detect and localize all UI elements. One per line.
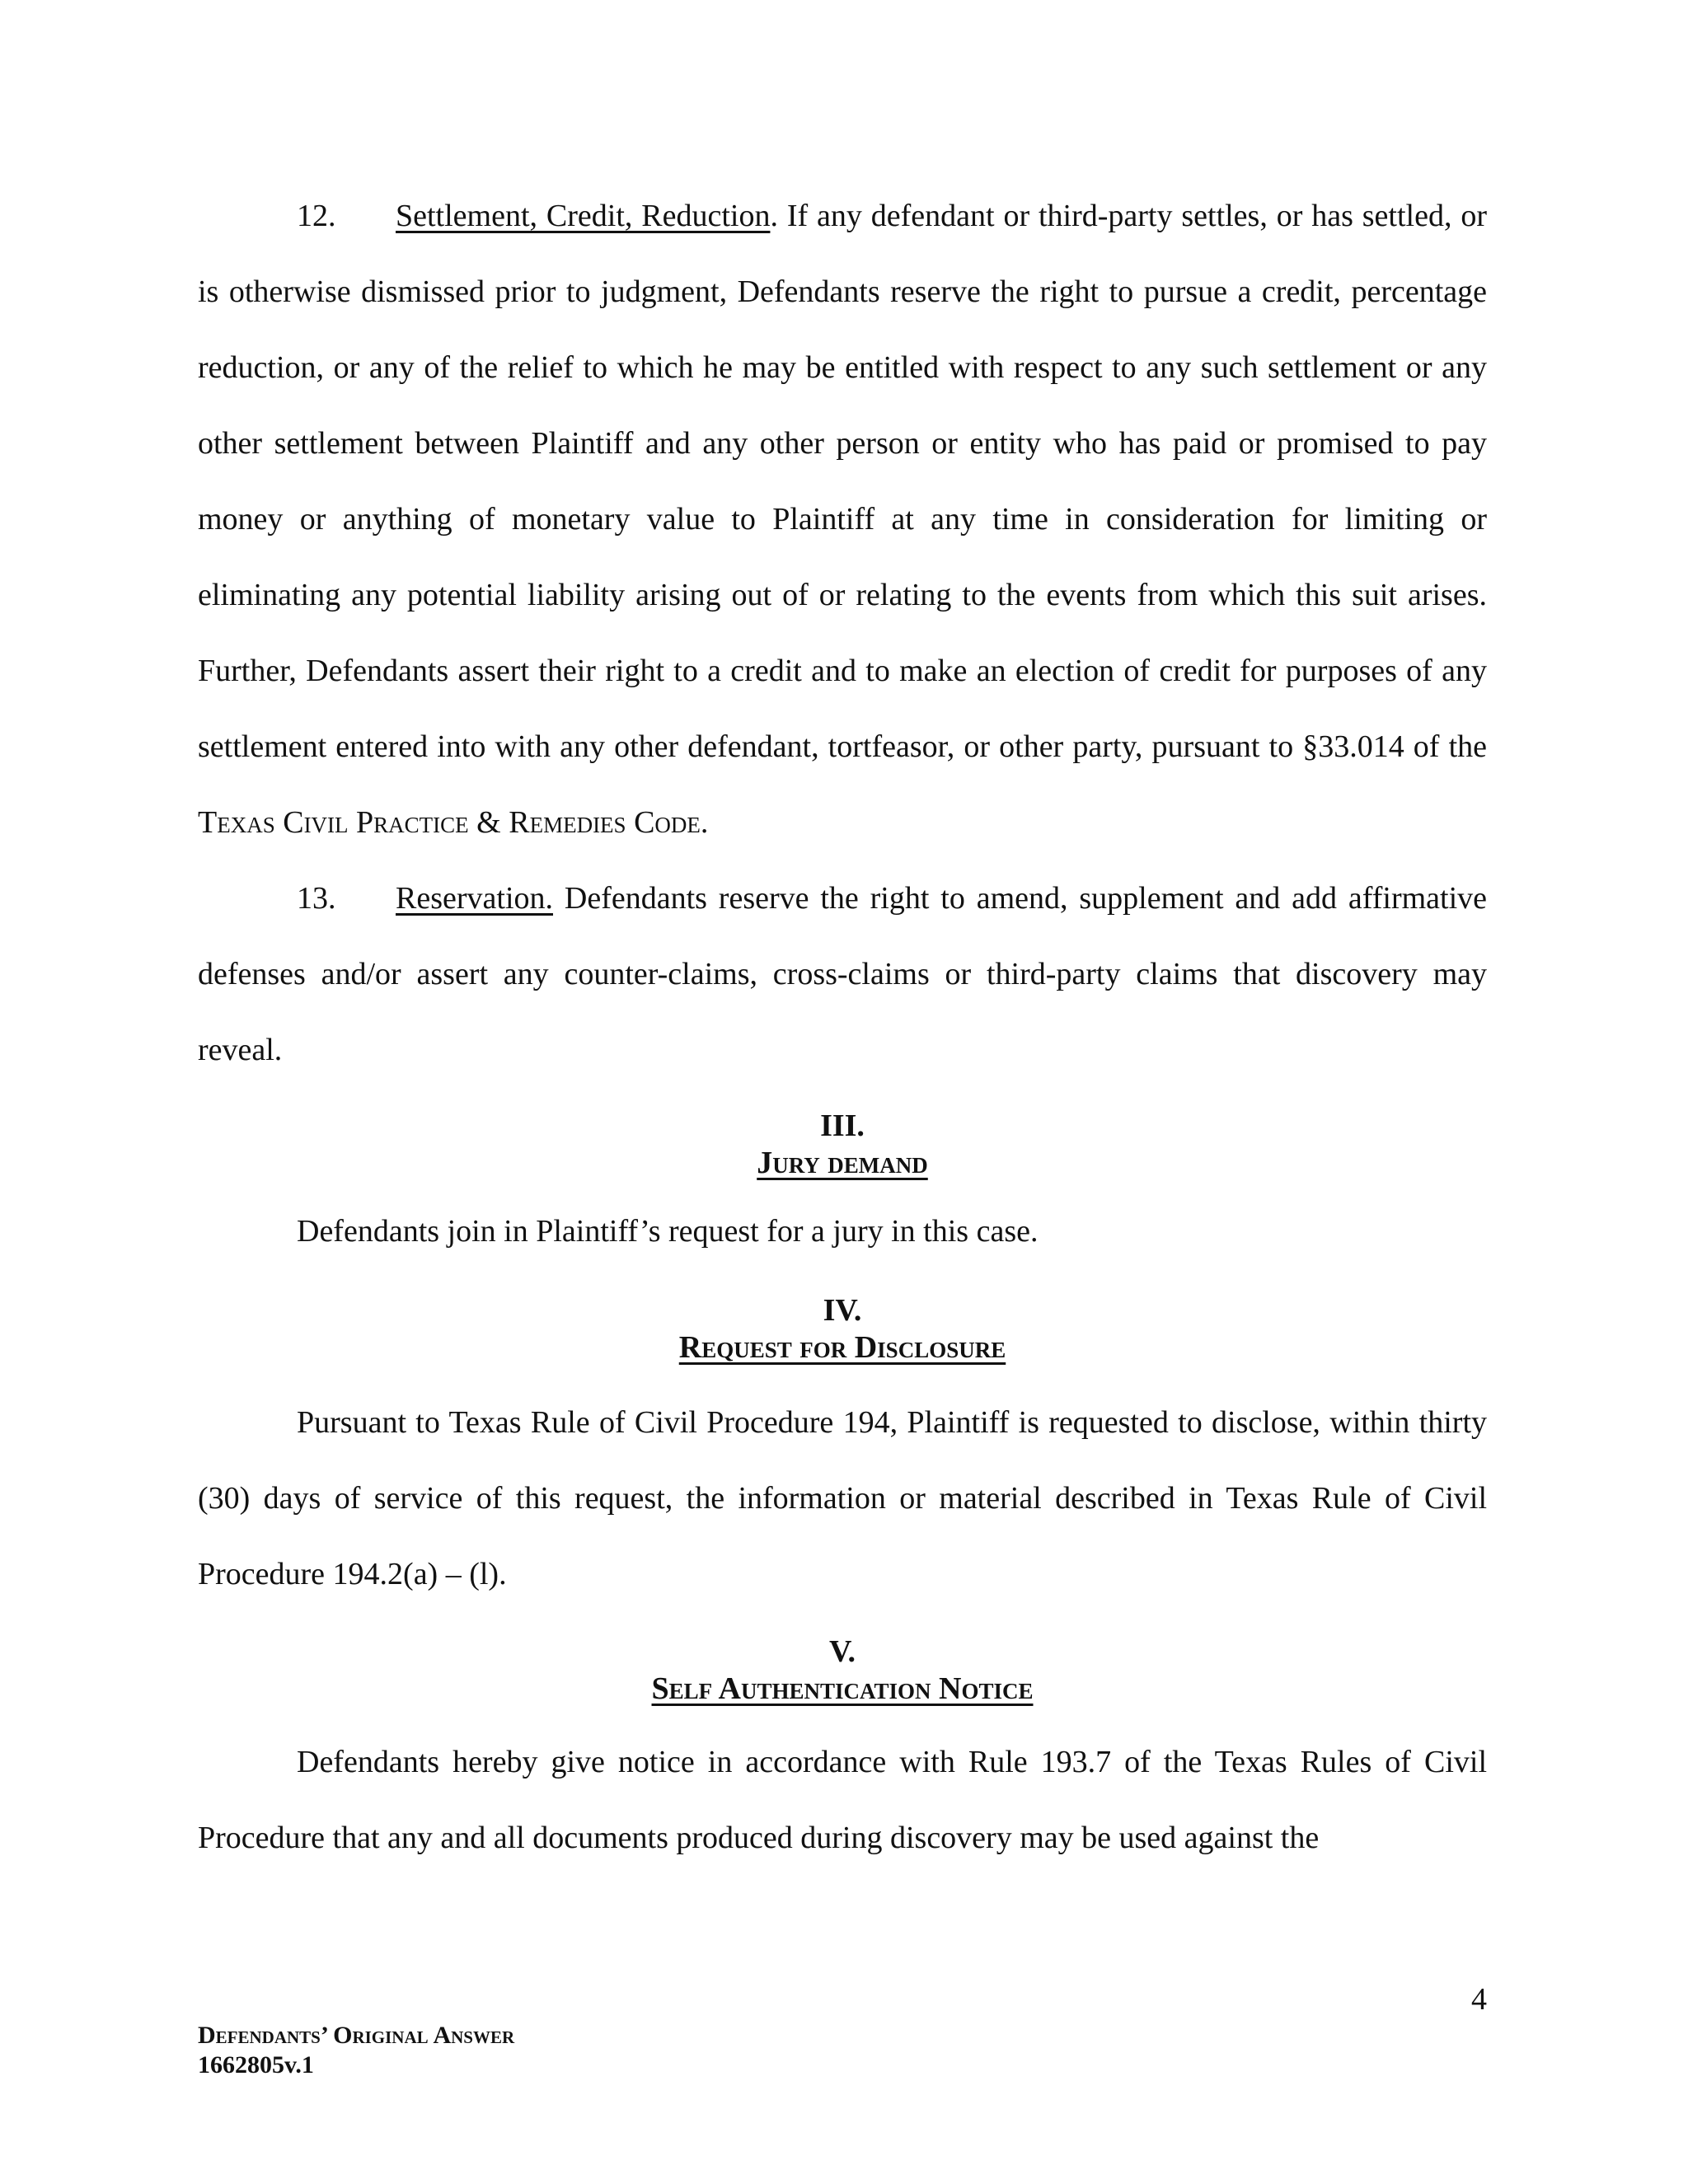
code-citation: Texas Civil Practice & Remedies Code: [198, 805, 701, 840]
section-title: Jury demand: [757, 1146, 928, 1180]
section-number: III.: [820, 1108, 865, 1143]
paragraph-number: 13.: [297, 881, 336, 916]
section-title: Request for Disclosure: [678, 1330, 1006, 1365]
paragraph-text: . If any defendant or third-party settles, or has settled, or is otherwise dismissed prior to judgment, Defendants reserve the right to pursue a credit, percentage reduction, or any of the relief to which he may be entitled with respect to any such settlement or any other settlement between Plaintiff and any other person or entity who has paid or promised to pay money or anything of monetary value to Plaintiff at any time in consideration for limiting or eliminating any potential liability arising out of or relating to the events from which this suit arises. Further, Defendants assert their right to a credit and to make an election of credit for purposes of any settlement entered into with any other defendant, tortfeasor, or other party, pursuant to §33.014 of the: [198, 199, 1487, 764]
paragraph-13: [198, 860, 1487, 1088]
section-number: V.: [828, 1634, 856, 1669]
page-number: 4: [1471, 1982, 1487, 2017]
paragraph-text: Defendants reserve the right to amend, supplement and add affirmative defenses and/or assert any counter-claims, cross-claims or third-party claims that discovery may reveal.: [198, 881, 1488, 1067]
footer-doc-id: 1662805v.1: [198, 2051, 314, 2079]
section-number: IV.: [823, 1293, 862, 1328]
paragraph-heading: Settlement, Credit, Reduction: [396, 199, 771, 233]
section-heading-request-for-disclosure: [198, 1292, 1487, 1366]
jury-demand-text: [198, 1193, 1487, 1269]
footer-title: Defendants’ Original Answer: [198, 2022, 515, 2049]
paragraph-heading: Reservation.: [396, 881, 554, 916]
section-title: Self Authentication Notice: [651, 1671, 1034, 1706]
paragraph-number: 12.: [297, 199, 336, 233]
paragraph-text-end: .: [700, 805, 709, 840]
self-authentication-text: [198, 1724, 1487, 1876]
paragraph-12: [198, 178, 1487, 860]
section-heading-jury-demand: [198, 1108, 1487, 1182]
section-body: Defendants join in Plaintiff’s request for a jury in this case.: [297, 1214, 1039, 1249]
section-body: Pursuant to Texas Rule of Civil Procedure 194, Plaintiff is requested to disclose, within thirty (30) days of service of this request, the information or material described in Texas Rule of Civil Procedure 194.2(a) – (l).: [198, 1405, 1487, 1591]
section-body: Defendants hereby give notice in accordance with Rule 193.7 of the Texas Rules of Civil Procedure that any and all documents produced during discovery may be used against the: [198, 1745, 1487, 1855]
request-for-disclosure-text: [198, 1385, 1487, 1612]
section-heading-self-authentication-notice: [198, 1633, 1487, 1708]
document-footer: [198, 2021, 514, 2080]
